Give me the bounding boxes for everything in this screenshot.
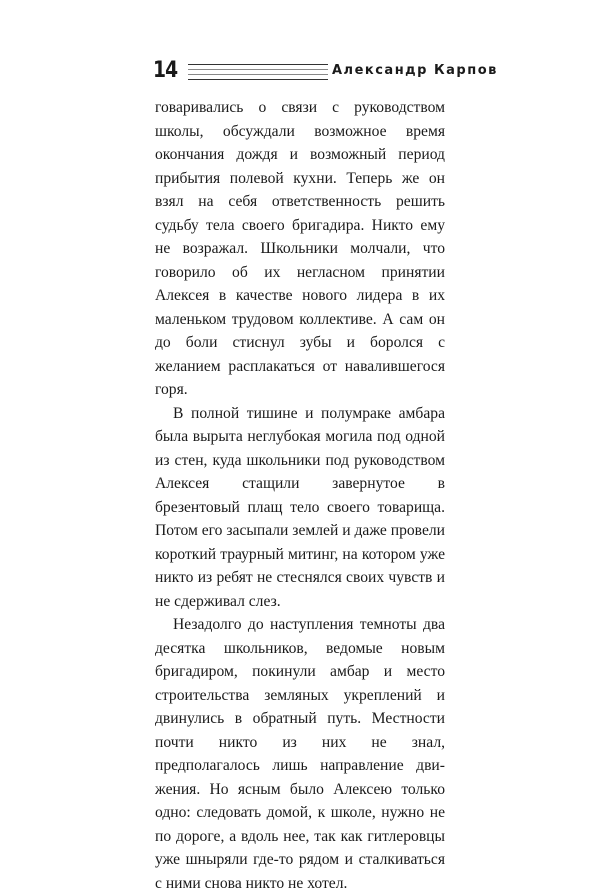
running-header-author: Александр Карпов [332,63,498,78]
paragraph-2: В полной тишине и полумраке амбара была вырыта неглубокая могила под одной из стен, куда школьники под руководством Алексея стащили завернутое в брезентовый плащ тело своего товарища. Потом его засыпали землей и даже провели короткий траурный митинг, на котором уже никто из ребят не стеснялся своих чувств и не сдерживал слез. [155,404,445,610]
paragraph-1: говаривались о связи с руководством школы, обсуждали возможное время окончания дождя и возможный период прибытия полевой кухни. Теперь же он взял на себя ответственность решить судьбу тела своего бригадира. Никто ему не возражал. Школьники молчали, что говорило об их негласном принятии Алексея в качестве нового лидера в их маленьком трудовом коллективе. А сам он до боли стиснул зубы и боролся с желанием расплакаться от навалившегося горя. [155,99,445,398]
header-rule-bottom [188,79,328,80]
body-text [155,96,445,895]
header-rule-lines [188,64,328,82]
page-number: 14 [153,58,178,83]
header-rule-top [188,64,328,65]
header-rule-mid [188,69,328,70]
paragraph-3: Незадолго до наступления темноты два десятка школьников, ведомые новым бригадиром, покинули амбар и место строительства земляных укреплений и двинулись в обратный путь. Местности почти никто из них не знал, предполагалось лишь направление движения. Но ясным было Алексею только одно: следовать домой, к школе, нужно не по дороге, а вдоль нее, так как гитлеровцы уже шныряли где-то рядом и сталкиваться с ними снова никто не хотел. [155,616,445,892]
header-rule-mid2 [188,74,328,75]
